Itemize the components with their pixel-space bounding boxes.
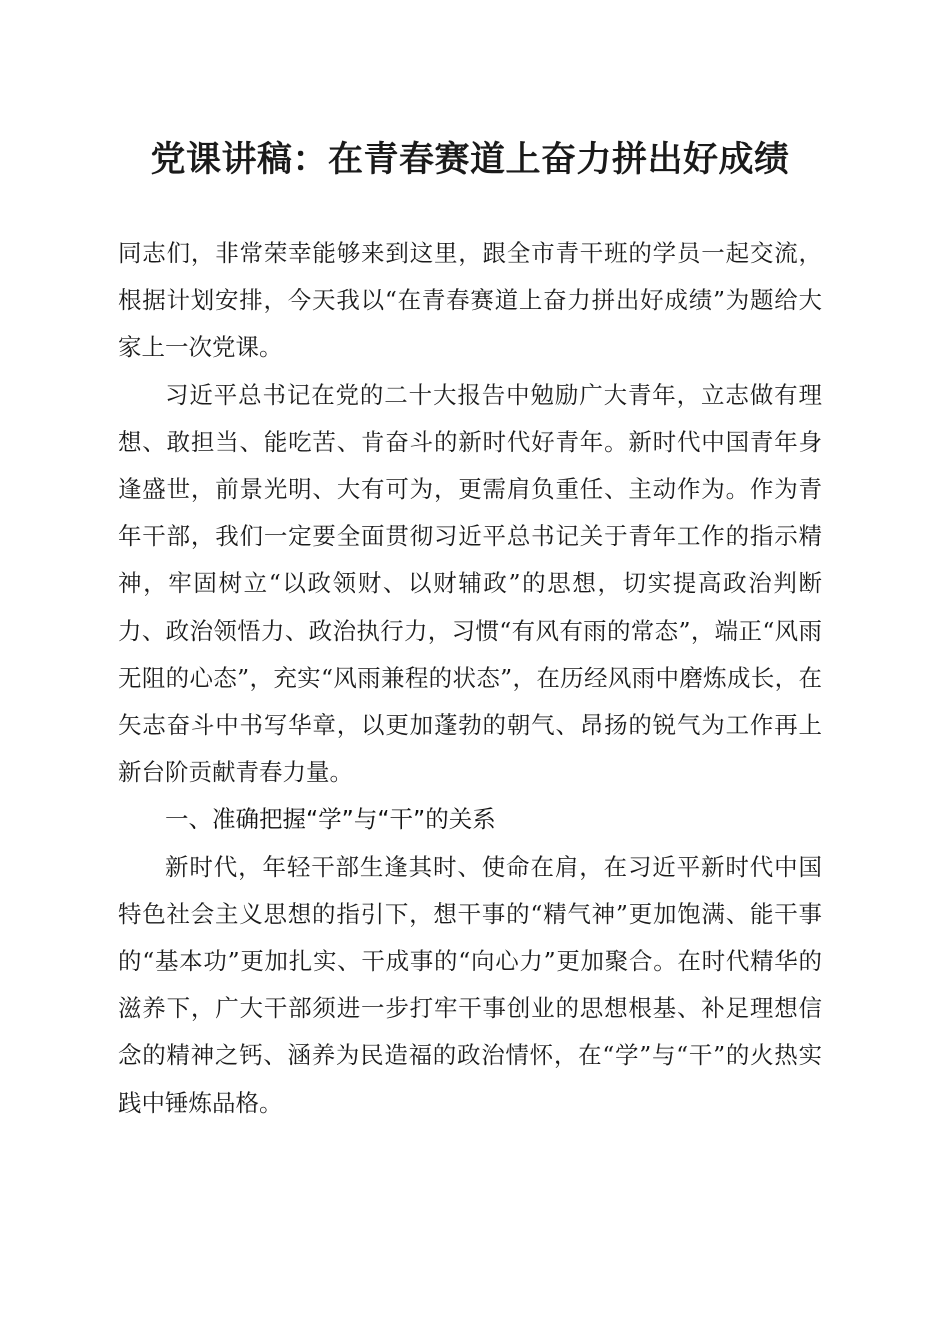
document-title: 党课讲稿：在青春赛道上奋力拼出好成绩 (150, 139, 790, 180)
section-heading: 一、准确把握“学”与“干”的关系 (165, 805, 496, 834)
intro-paragraph: 习近平总书记在党的二十大报告中勉励广大青年，立志做有理想、敢担当、能吃苦、肯奋斗的新时代好青年。新时代中国青年身逢盛世，前景光明、大有可为，更需肩负重任、主动作为。作为青年干部，我们一定要全面贯彻习近平总书记关于青年工作的指示精神，牢固树立“以政领财、以财辅政”的思想，切实提高政治判断力、政治领悟力、政治执行力，习惯“有风有雨的常态”，端正“风雨无阻的心态”，充实“风雨兼程的状态”，在历经风雨中磨炼成长，在矢志奋斗中书写华章，以更加蓬勃的朝气、昂扬的锐气为工作再上新台阶贡献青春力量。 (118, 380, 822, 787)
opening-paragraph: 同志们，非常荣幸能够来到这里，跟全市青干班的学员一起交流，根据计划安排，今天我以“在青春赛道上奋力拼出好成绩”为题给大家上一次党课。 (118, 239, 822, 362)
section-paragraph: 新时代，年轻干部生逢其时、使命在肩，在习近平新时代中国特色社会主义思想的指引下，想干事的“精气神”更加饱满、能干事的“基本功”更加扎实、干成事的“向心力”更加聚合。在时代精华的滋养下，广大干部须进一步打牢干事创业的思想根基、补足理想信念的精神之钙、涵养为民造福的政治情怀，在“学”与“干”的火热实践中锤炼品格。 (118, 852, 822, 1117)
document-body (118, 230, 822, 1127)
